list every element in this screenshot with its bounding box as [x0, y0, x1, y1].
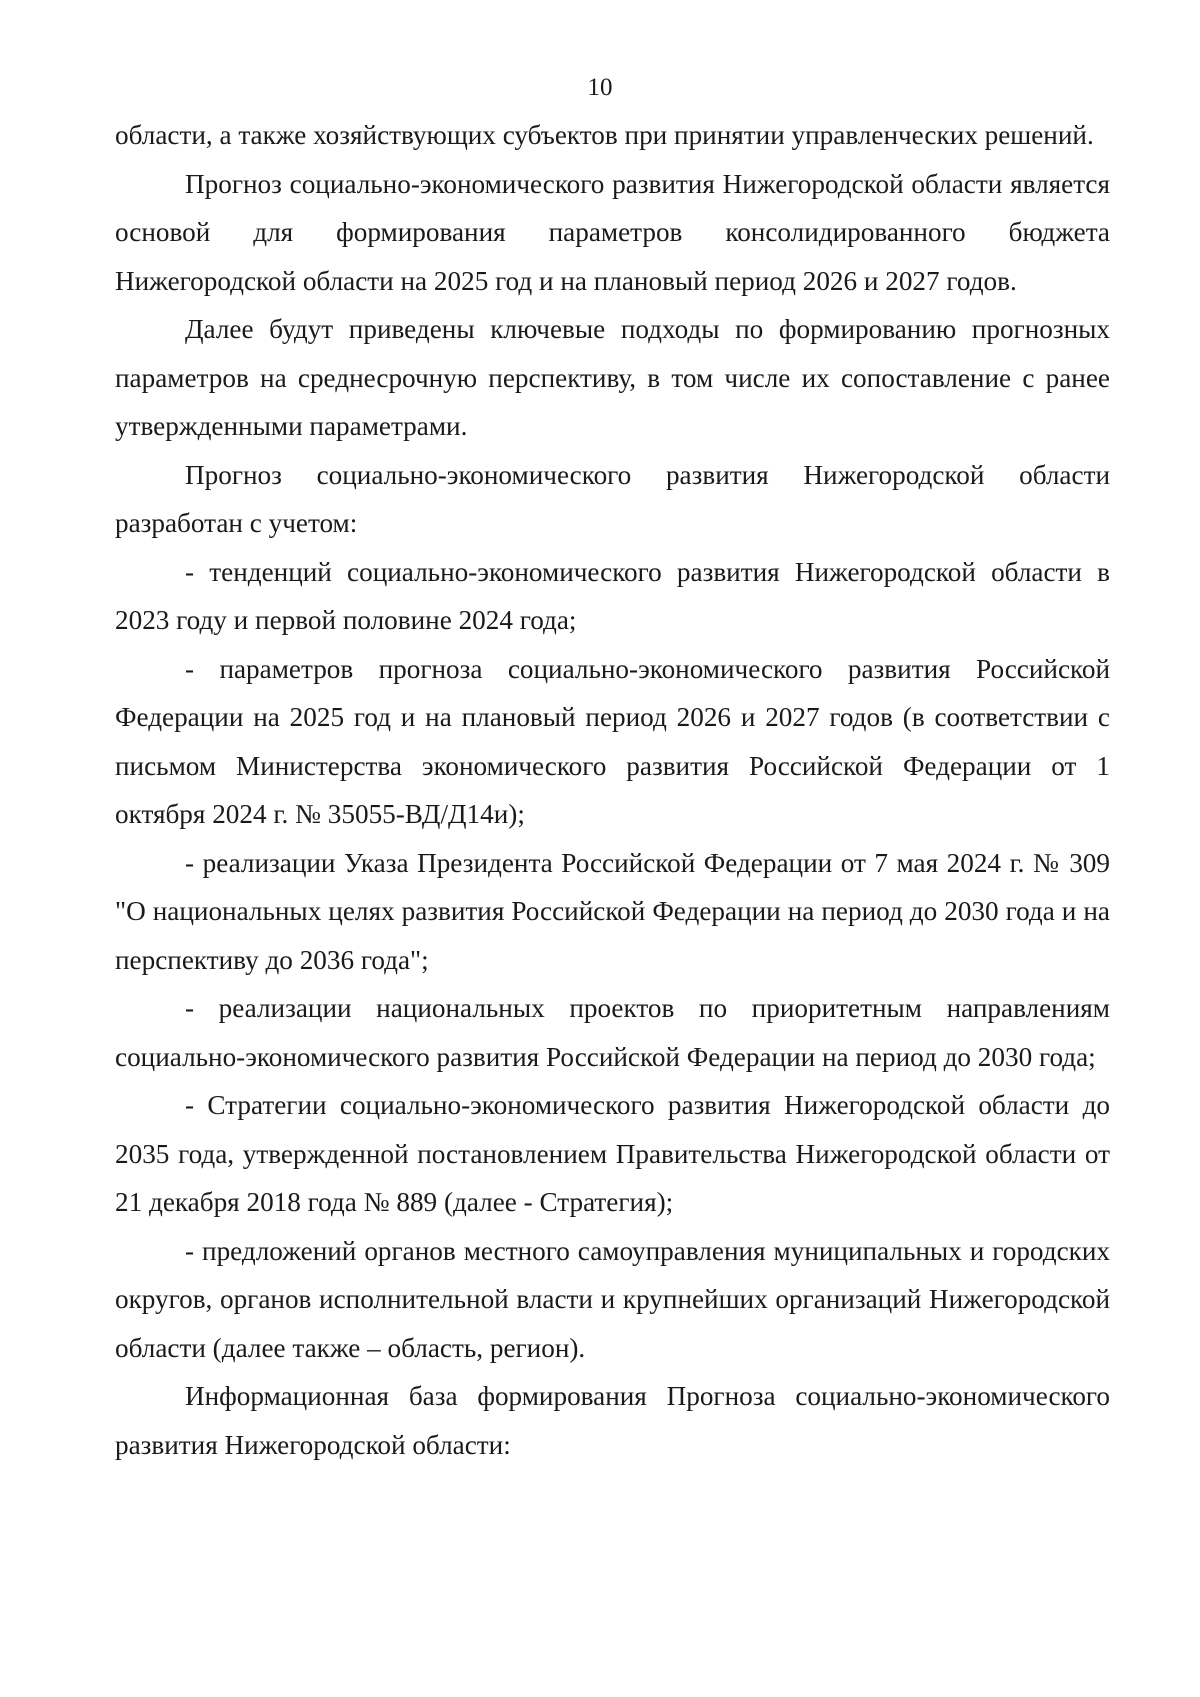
- paragraph-continuation: области, а также хозяйствующих субъектов при принятии управленческих решений.: [115, 120, 1094, 150]
- page-number: 10: [587, 74, 613, 101]
- paragraph-key-approaches: Далее будут приведены ключевые подходы по формированию прогнозных параметров на среднесрочную перспективу, в том числе их сопоставление с ранее утвержденными параметрами.: [115, 314, 1110, 441]
- list-item-presidential-decree: - реализации Указа Президента Российской Федерации от 7 мая 2024 г. № 309 "О национальных целях развития Российской Федерации на период до 2030 года и на перспективу до 2036 года";: [115, 847, 1110, 975]
- paragraph-information-base: Информационная база формирования Прогноза социально-экономического развития Нижегородской области:: [115, 1381, 1110, 1460]
- paragraph-forecast-basis: Прогноз социально-экономического развития Нижегородской области является основой для формирования параметров консолидированного бюджета Нижегородской области на 2025 год и на плановый период 2026 и 2027 годов.: [115, 168, 1110, 296]
- list-item-trends: - тенденций социально-экономического развития Нижегородской области в 2023 году и первой половине 2024 года;: [115, 556, 1110, 635]
- paragraph-developed-considering: Прогноз социально-экономического развития Нижегородской области разработан с учетом:: [115, 459, 1110, 538]
- list-item-national-projects: - реализации национальных проектов по приоритетным направлениям социально-экономического развития Российской Федерации на период до 2030 года;: [115, 993, 1110, 1072]
- document-body: [115, 111, 1110, 1469]
- list-item-rf-forecast-parameters: - параметров прогноза социально-экономического развития Российской Федерации на 2025 год и на плановый период 2026 и 2027 годов (в соответствии с письмом Министерства экономического развития Российской Федерации от 1 октября 2024 г. № 35055-ВД/Д14и);: [115, 653, 1110, 829]
- list-item-local-government-proposals: - предложений органов местного самоуправления муниципальных и городских округов, органов исполнительной власти и крупнейших организаций Нижегородской области (далее также – область, регион).: [115, 1235, 1110, 1363]
- list-item-strategy: - Стратегии социально-экономического развития Нижегородской области до 2035 года, утвержденной постановлением Правительства Нижегородской области от 21 декабря 2018 года № 889 (далее - Стратегия);: [115, 1090, 1110, 1217]
